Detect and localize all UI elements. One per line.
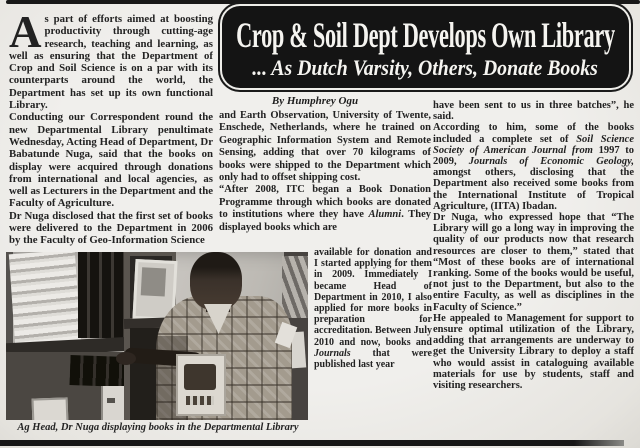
headline-title: Crop & Soil Dept Develops Own Library [236, 14, 615, 55]
photo-book-spines-top [78, 252, 124, 338]
paragraph-5 [219, 184, 431, 234]
photo-right-books [282, 256, 308, 318]
photo-man-hand [116, 352, 136, 365]
photo-dr-nuga-library [6, 252, 308, 420]
paragraph-5-text-cont: . They displayed books which are [219, 209, 431, 233]
photo-man-head [190, 252, 242, 310]
photo-panel-motif [184, 364, 216, 390]
paragraph-7 [433, 122, 634, 212]
photo-binder-label [107, 398, 115, 403]
headline-subtitle: ... As Dutch Varsity, Others, Donate Books [252, 54, 599, 80]
headline-box [222, 6, 629, 88]
paragraph-1-text: s part of efforts aimed at boosting productivity through cutting-age research, teaching and learning, as well as ensuring that the Department of Crop and Soil Science is on a par with its counterparts around the world, the Department has set up its own functional Library. [9, 13, 213, 112]
paragraph-5-wrap [314, 247, 432, 370]
photo-frame-image [141, 267, 166, 296]
paragraph-1 [9, 13, 213, 111]
paragraph-4: and Earth Observation, University of Twente, Enschede, Netherlands, where he trained on Geographic Information System and Remote Sensing, adding that over 70 kilograms of books were shipped to the Department which only had to offset shipping cost. [219, 110, 431, 184]
italic-journals: Journals [314, 347, 351, 359]
paragraph-3: Dr Nuga disclosed that the first set of books were delivered to the Department in 2006 by the Faculty of Geo-Information Science [9, 209, 213, 247]
paragraph-5-text: “After 2008, ITC began a Book Donation Programme through which books are donated to institutions where they have [219, 184, 431, 221]
paragraph-6: have been sent to us in three batches”, he said. [433, 100, 634, 123]
column-right [433, 100, 634, 412]
italic-economic-geology: Journals of Economic Geology, [468, 156, 634, 168]
column-middle-narrow [314, 247, 432, 421]
paragraph-9: He appealed to Management for support to ensure optimal utilization of the Library, adding that arrangements are underway to get the University Library to deploy a staff who would assist in cataloguing available materials for use by students, staff and visiting researchers. [433, 312, 634, 392]
photo-caption: Ag Head, Dr Nuga displaying books in the Departmental Library [17, 422, 299, 433]
photo-chest-panel [176, 354, 226, 416]
paragraph-7-text-3: amongst others, disclosing that the Department also received some books from the International Institute of Tropical Agriculture, (IITA) Ibadan. [433, 167, 634, 212]
italic-alumni: Alumni [368, 209, 402, 221]
column-left [9, 13, 213, 251]
photo-journal-stack [9, 252, 81, 348]
bottom-rule [0, 440, 624, 446]
column-middle-upper [219, 110, 431, 250]
top-rule [6, 0, 640, 4]
paragraph-2: Conducting our Correspondent round the new Departmental Library penultimate Wednesday, Acting Head of Department, Dr Babatunde Nuga, said that the books on display were acquired through donations from international and local agencies, as well as Lecturers in the Department and the Faculty of Agriculture. [9, 111, 213, 210]
paragraph-7-text-2: 1997 to 2009, [433, 144, 634, 168]
wrap-text-cont: that were published last year [314, 347, 432, 371]
drop-cap: A [9, 13, 42, 57]
paragraph-7-text: According to him, some of the books included a complete set of [433, 122, 634, 145]
wrap-text: available for donation and I started applying for them in 2009. Immediately I became Head of Department in 2010, I also applied for more books in preparation for accreditation. Between July 2010 and now, books and [314, 247, 432, 348]
italic-soil-science-journal: Soil Science Society of American Journal from [433, 133, 634, 156]
photo-panel-motif-row [186, 396, 214, 405]
byline: By Humphrey Ogu [271, 95, 359, 107]
photo-small-book [32, 397, 69, 420]
paragraph-8: Dr Nuga, who expressed hope that “The Library will go a long way in improving the quality of our products now that research resources are closer to them,” stated that “Most of these books are of international ranking. Some of the books would be useful, not just to the Department, but also to the entire Faculty, as well as disciplines in the Faculty of Science.” [433, 212, 634, 313]
